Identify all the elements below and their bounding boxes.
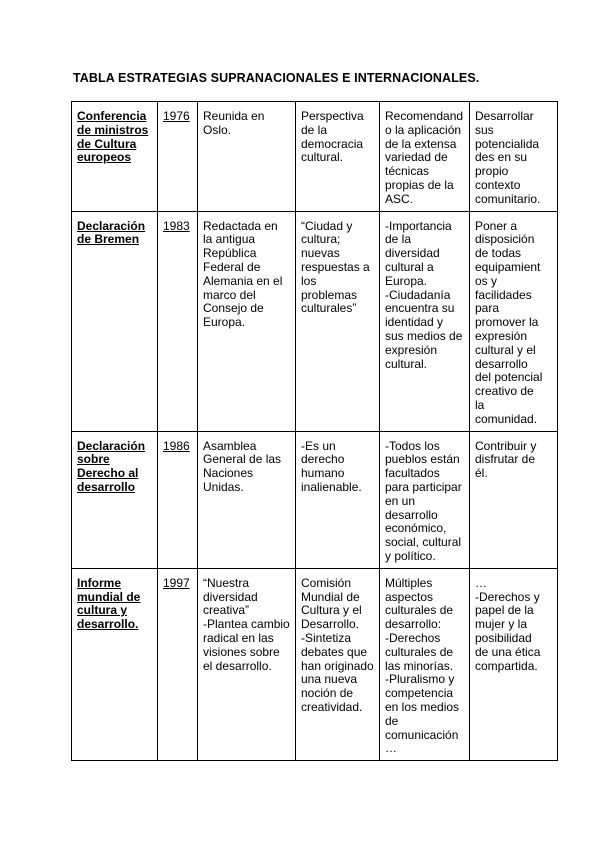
contribution-cell <box>380 211 470 431</box>
cell-text-line: humano <box>301 466 345 481</box>
cell-text-line: Europa. <box>203 315 246 330</box>
cell-text-line: aspectos <box>385 589 434 604</box>
cell-text-line: creativa” <box>203 603 250 618</box>
cell-text-line: Perspectiva <box>301 109 364 123</box>
cell-text-line: cultura; <box>301 232 341 247</box>
cell-text-line: posibilidad <box>475 630 532 645</box>
cell-text-line: comunicación <box>385 727 459 742</box>
cell-text-line: diversidad <box>385 246 440 261</box>
cell-text-line: cultural a <box>385 259 434 274</box>
cell-text-line: para <box>475 301 500 316</box>
table-row <box>72 211 558 431</box>
cell-text-line: Cultura y el <box>301 603 362 618</box>
cell-text-line: Declaración <box>77 218 146 233</box>
cell-text-line: Múltiples <box>385 575 433 590</box>
cell-text-line: desarrollo: <box>385 617 442 632</box>
cell-text-line: diversidad <box>203 589 258 604</box>
cell-text-line: debates que <box>301 644 368 659</box>
cell-text-line: la <box>475 397 485 412</box>
cell-text-line: Consejo de <box>203 301 264 316</box>
cell-text-line: Poner a <box>475 218 518 233</box>
cell-text-line: social, cultural <box>385 535 462 550</box>
cell-text-line: los <box>301 273 317 288</box>
cell-text-line: en los medios <box>385 699 460 714</box>
cell-text-line: papel de la <box>475 603 534 618</box>
cell-text-line: de ministros <box>77 122 149 137</box>
contribution-cell <box>380 568 470 760</box>
perspective-cell <box>296 431 380 568</box>
cell-text-line: -Sintetiza <box>301 630 352 645</box>
cell-text-line: visiones sobre <box>203 644 280 659</box>
cell-text-line: contexto <box>475 177 521 192</box>
cell-text-line: … <box>385 741 397 756</box>
cell-text-line: marco del <box>203 287 256 302</box>
cell-text-line: propio <box>475 164 509 179</box>
cell-text-line: -Todos los <box>385 438 440 453</box>
cell-text-line: Conferencia <box>77 109 147 123</box>
cell-text-line: problemas <box>301 287 358 302</box>
contribution-cell <box>380 102 470 212</box>
cell-text-line: sus medios de <box>385 328 463 343</box>
description-cell <box>198 568 296 760</box>
cell-text-line: de Cultura <box>77 136 137 151</box>
table-row <box>72 102 558 212</box>
cell-text-line: en un <box>385 493 416 508</box>
cell-text-line: mundial de <box>77 589 141 604</box>
cell-text: 1997 <box>163 575 190 590</box>
cell-text-line: de <box>385 713 399 728</box>
cell-text: 1983 <box>163 218 190 233</box>
description-cell <box>198 431 296 568</box>
cell-text-line: Recomendand <box>385 109 464 123</box>
cell-text-line: -Importancia <box>385 218 452 233</box>
cell-text-line: competencia <box>385 686 454 701</box>
document-title: TABLA ESTRATEGIAS SUPRANACIONALES E INTERNACIONALES. <box>73 71 480 85</box>
strategies-table <box>71 101 558 761</box>
cell-text-line: variedad de <box>385 150 448 165</box>
cell-text-line: derecho <box>301 452 345 467</box>
cell-text: 1976 <box>163 109 190 123</box>
cell-text-line: Europa. <box>385 273 428 288</box>
cell-text-line: europeos <box>77 150 132 165</box>
cell-text-line: culturales de <box>385 603 454 618</box>
cell-text-line: Derecho al <box>77 466 139 481</box>
cell-text-line: económico, <box>385 521 447 536</box>
cell-text-line: han originado <box>301 658 374 673</box>
cell-text-line: Contribuir y <box>475 438 537 453</box>
cell-text-line: de una ética <box>475 644 541 659</box>
cell-text-line: del potencial <box>475 370 543 385</box>
cell-text-line: Desarrollar <box>475 109 534 123</box>
perspective-cell <box>296 568 380 760</box>
cell-text-line: democracia <box>301 136 364 151</box>
cell-text-line: de la <box>385 232 412 247</box>
cell-text-line: promover la <box>475 315 539 330</box>
cell-text-line: … <box>475 575 487 590</box>
cell-text-line: Alemania en el <box>203 273 283 288</box>
cell-text-line: culturales de <box>385 644 454 659</box>
cell-text-line: cultural y el <box>475 342 536 357</box>
objective-cell <box>470 568 558 760</box>
description-cell <box>198 102 296 212</box>
table-row <box>72 431 558 568</box>
cell-text-line: técnicas <box>385 164 430 179</box>
cell-text-line: Mundial de <box>301 589 360 604</box>
objective-cell <box>470 211 558 431</box>
year-cell <box>158 431 198 568</box>
cell-text-line: identidad y <box>385 315 444 330</box>
cell-text-line: Informe <box>77 575 122 590</box>
cell-text-line: pueblos están <box>385 452 460 467</box>
cell-text-line: expresión <box>475 328 528 343</box>
cell-text-line: y político. <box>385 548 436 563</box>
cell-text-line: la antigua <box>203 232 256 247</box>
cell-text-line: para participar <box>385 479 462 494</box>
cell-text-line: cultural. <box>301 150 344 165</box>
cell-text-line: cultural. <box>385 356 428 371</box>
cell-text-line: Oslo. <box>203 122 232 137</box>
cell-text-line: -Pluralismo y <box>385 672 455 687</box>
contribution-cell <box>380 431 470 568</box>
cell-text-line: noción de <box>301 686 354 701</box>
cell-text-line: expresión <box>385 342 438 357</box>
cell-text-line: de la extensa <box>385 136 457 151</box>
cell-text-line: o la aplicación <box>385 122 462 137</box>
cell-text-line: Reunida en <box>203 109 265 123</box>
cell-text-line: potencialida <box>475 136 540 151</box>
cell-text-line: disfrutar de <box>475 452 536 467</box>
cell-text-line: des en su <box>475 150 528 165</box>
cell-text-line: radical en las <box>203 630 274 645</box>
cell-text-line: Redactada en <box>203 218 278 233</box>
cell-text-line: os y <box>475 273 498 288</box>
table-row <box>72 568 558 760</box>
cell-text-line: desarrollo <box>475 356 528 371</box>
perspective-cell <box>296 102 380 212</box>
cell-text-line: -Derechos <box>385 630 441 645</box>
perspective-cell <box>296 211 380 431</box>
cell-text-line: Desarrollo. <box>301 617 360 632</box>
cell-text-line: Unidas. <box>203 479 244 494</box>
cell-text-line: de Bremen <box>77 232 140 247</box>
cell-text-line: República <box>203 246 257 261</box>
cell-text-line: culturales” <box>301 301 357 316</box>
cell-text-line: disposición <box>475 232 535 247</box>
cell-text-line: desarrollo <box>77 479 136 494</box>
cell-text-line: Naciones <box>203 466 254 481</box>
objective-cell <box>470 431 558 568</box>
cell-text-line: Declaración <box>77 438 146 453</box>
cell-text-line: General de las <box>203 452 282 467</box>
cell-text-line: ASC. <box>385 191 414 206</box>
cell-text-line: equipamient <box>475 259 541 274</box>
cell-text: 1986 <box>163 438 190 453</box>
strategy-name-cell <box>72 431 158 568</box>
cell-text-line: creatividad. <box>301 699 363 714</box>
cell-text-line: facilidades <box>475 287 532 302</box>
cell-text-line: cultura y <box>77 603 128 618</box>
cell-text-line: nuevas <box>301 246 340 261</box>
cell-text-line: mujer y la <box>475 617 528 632</box>
cell-text-line: una nueva <box>301 672 358 687</box>
cell-text-line: encuentra su <box>385 301 455 316</box>
strategy-name-cell <box>72 102 158 212</box>
cell-text-line: desarrollo <box>385 507 438 522</box>
cell-text-line: creativo de <box>475 384 534 399</box>
cell-text-line: comunitario. <box>475 191 541 206</box>
cell-text-line: desarrollo. <box>77 617 139 632</box>
cell-text-line: el desarrollo. <box>203 658 272 673</box>
year-cell <box>158 211 198 431</box>
cell-text-line: de todas <box>475 246 522 261</box>
cell-text-line: Asamblea <box>203 438 257 453</box>
cell-text-line: compartida. <box>475 658 538 673</box>
cell-text-line: Federal de <box>203 259 261 274</box>
cell-text-line: facultados <box>385 466 440 481</box>
cell-text-line: “Nuestra <box>203 575 250 590</box>
description-cell <box>198 211 296 431</box>
cell-text-line: -Derechos y <box>475 589 540 604</box>
cell-text-line: -Ciudadanía <box>385 287 451 302</box>
objective-cell <box>470 102 558 212</box>
cell-text-line: sobre <box>77 452 110 467</box>
cell-text-line: sus <box>475 122 494 137</box>
cell-text-line: “Ciudad y <box>301 218 353 233</box>
strategy-name-cell <box>72 211 158 431</box>
cell-text-line: respuestas a <box>301 259 370 274</box>
cell-text-line: las minorías. <box>385 658 454 673</box>
cell-text-line: comunidad. <box>475 411 538 426</box>
cell-text-line: Comisión <box>301 575 352 590</box>
year-cell <box>158 102 198 212</box>
year-cell <box>158 568 198 760</box>
cell-text-line: él. <box>475 466 488 481</box>
cell-text-line: propias de la <box>385 177 454 192</box>
strategy-name-cell <box>72 568 158 760</box>
cell-text-line: -Plantea cambio <box>203 617 290 632</box>
cell-text-line: de la <box>301 122 328 137</box>
cell-text-line: -Es un <box>301 438 336 453</box>
cell-text-line: inalienable. <box>301 479 362 494</box>
